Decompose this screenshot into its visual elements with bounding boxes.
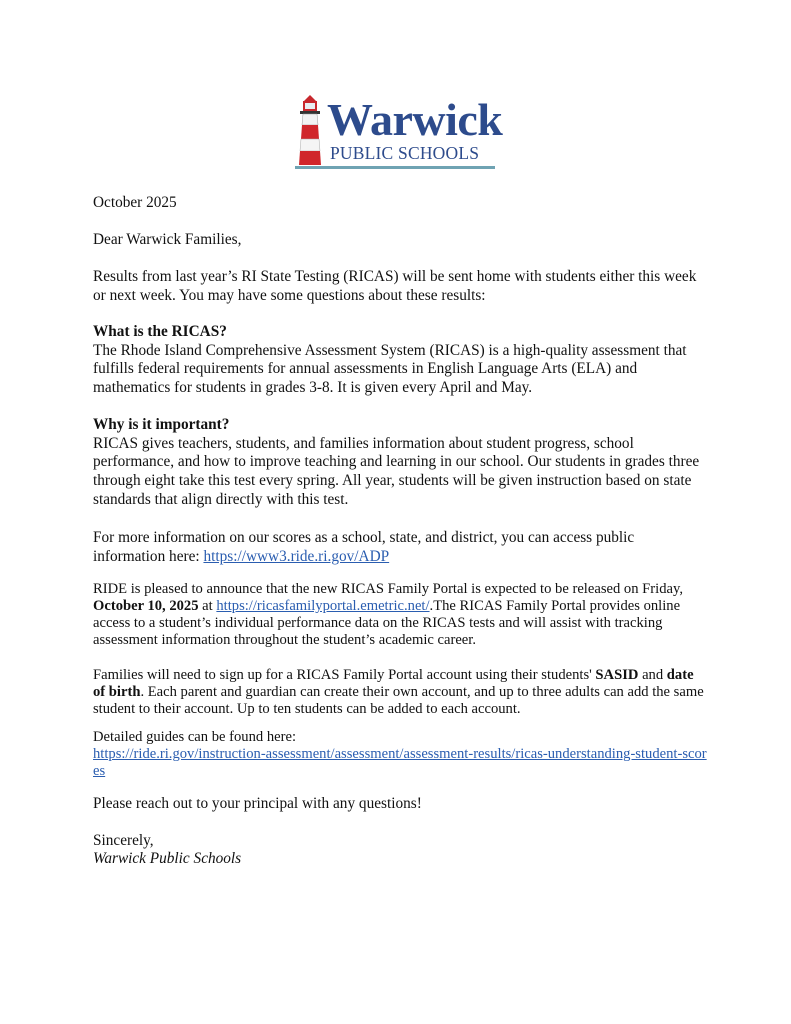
section-heading: What is the RICAS? (93, 323, 227, 340)
intro-paragraph: Results from last year’s RI State Testing (RICAS) will be sent home with students either this week or next week. You may have some questions about these results: (93, 268, 697, 304)
signup-text: and (638, 667, 667, 683)
logo-subtitle: PUBLIC SCHOOLS (330, 143, 480, 163)
greeting: Dear Warwick Families, (93, 231, 242, 248)
more-info-text: For more information on our scores as a school, state, and district, you can access public information here: (93, 529, 635, 565)
portal-text: .The RICAS Family Portal provides online access to a student’s individual performance data on the RICAS tests and will assist with tracking assessment information throughout the student’s academic career. (93, 598, 681, 648)
section-why-important (93, 416, 705, 510)
section-heading: Why is it important? (93, 416, 230, 433)
signup-text: Families will need to sign up for a RICAS Family Portal account using their students' (93, 667, 596, 683)
guides-text: Detailed guides can be found here: (93, 729, 297, 745)
letter-date: October 2025 (93, 194, 177, 211)
portal-paragraph (93, 581, 707, 649)
more-info-paragraph (93, 529, 705, 566)
section-what-is-ricas (93, 323, 705, 398)
signup-paragraph (93, 667, 707, 718)
closing-note: Please reach out to your principal with any questions! (93, 795, 422, 812)
sasid-label: SASID (595, 667, 639, 683)
portal-text: at (198, 598, 217, 614)
signature: Warwick Public Schools (93, 850, 242, 867)
section-body: RICAS gives teachers, students, and families information about student progress, school performance, and how to improve teaching and learning in our school. Our students in grades three through eight take this test every spring. All year, students will be given instruction based on state standards that align directly with this test. (93, 434, 700, 508)
lighthouse-icon (295, 93, 325, 169)
signup-text: . Each parent and guardian can create their own account, and up to three adults can add the same student to their account. Up to ten students can be added to each account. (93, 684, 704, 717)
signoff: Sincerely, (93, 832, 154, 849)
portal-text: RIDE is pleased to announce that the new RICAS Family Portal is expected to be released on Friday, (93, 581, 683, 597)
guides-paragraph (93, 729, 707, 780)
portal-release-date: October 10, 2025 (93, 598, 199, 614)
understanding-scores-link[interactable]: https://ride.ri.gov/instruction-assessment/assessment/assessment-results/ricas-understanding-student-scores (93, 746, 707, 779)
logo-wordmark: Warwick (327, 94, 503, 145)
section-body: The Rhode Island Comprehensive Assessment System (RICAS) is a high-quality assessment that fulfills federal requirements for annual assessments in English Language Arts (ELA) and mathematics for students in grades 3-8. It is given every April and May. (93, 341, 687, 397)
ricas-family-portal-link[interactable]: https://ricasfamilyportal.emetric.net/ (216, 598, 430, 614)
dob-label: date of birth (93, 667, 694, 700)
warwick-public-schools-logo (293, 93, 503, 173)
ride-adp-link[interactable]: https://www3.ride.ri.gov/ADP (203, 547, 390, 565)
logo-underline (295, 166, 495, 169)
